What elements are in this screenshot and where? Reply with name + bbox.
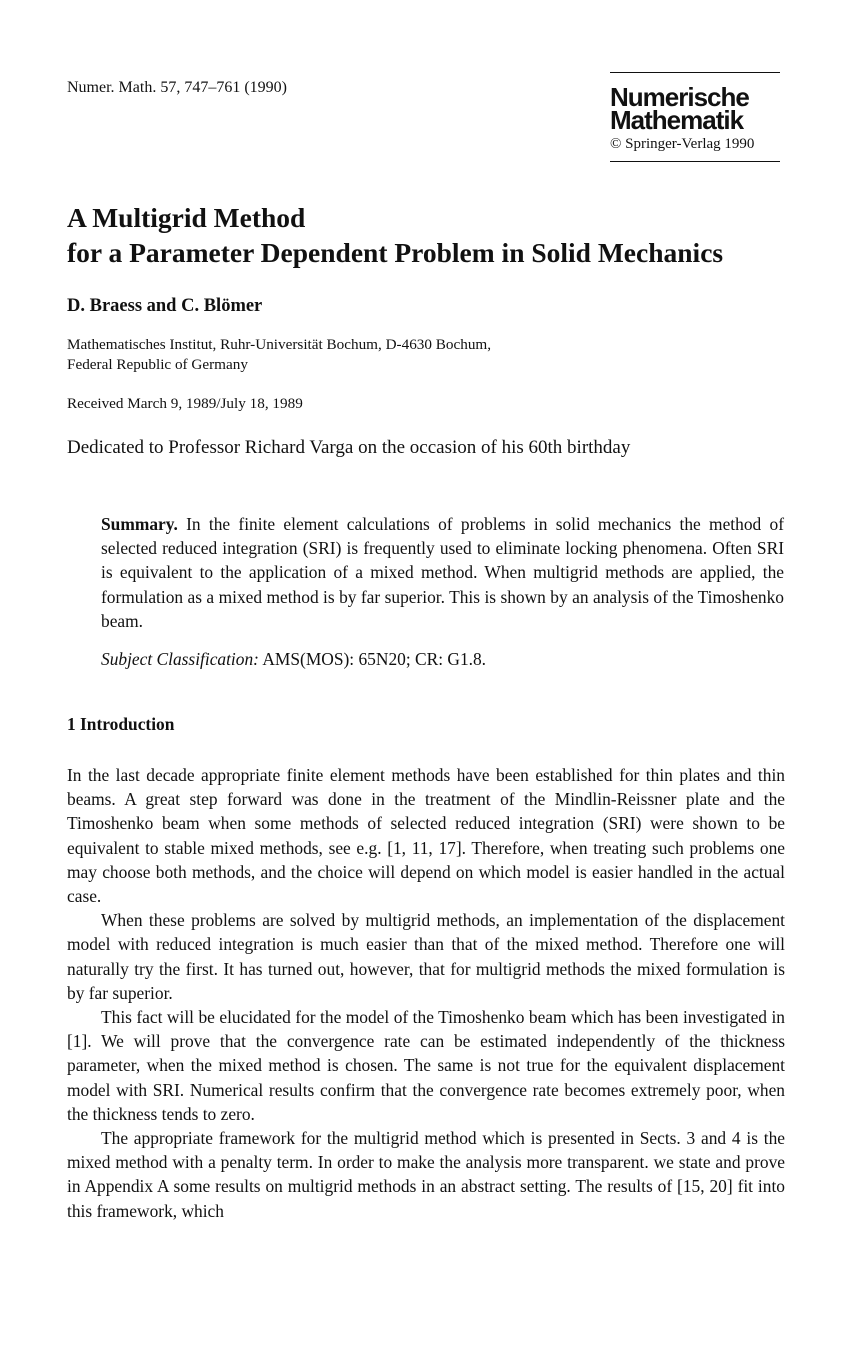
- journal-citation: Numer. Math. 57, 747–761 (1990): [67, 79, 287, 96]
- journal-name-line2: Mathematik: [610, 105, 744, 135]
- journal-name-line1: Numerische: [610, 82, 749, 112]
- authors: D. Braess and C. Blömer: [67, 296, 263, 316]
- title-line-2: for a Parameter Dependent Problem in Solid Mechanics: [67, 237, 724, 268]
- summary-paragraph: [101, 512, 784, 633]
- affiliation: [67, 335, 491, 375]
- received-date: Received March 9, 1989/July 18, 1989: [67, 395, 303, 412]
- affiliation-line-2: Federal Republic of Germany: [67, 356, 248, 373]
- dedication: Dedicated to Professor Richard Varga on the occasion of his 60th birthday: [67, 437, 631, 458]
- paragraph: This fact will be elucidated for the model of the Timoshenko beam which has been investigated in [1]. We will prove that the convergence rate can be estimated independently of the thickness parameter, when the mixed method is chosen. The same is not true for the equivalent displacement model with SRI. Numerical results confirm that the convergence rate becomes extremely poor, when the thickness tends to zero.: [67, 1007, 785, 1124]
- title-line-1: A Multigrid Method: [67, 202, 306, 233]
- summary-label: Summary.: [101, 514, 178, 534]
- top-rule: [610, 72, 780, 73]
- paragraph: In the last decade appropriate finite element methods have been established for thin plates and thin beams. A great step forward was done in the treatment of the Mindlin-Reissner plate and the Timoshenko beam when some methods of selected reduced integration (SRI) were shown to be equivalent to stable mixed methods, see e.g. [1, 11, 17]. Therefore, when treating such problems one may choose both methods, and the choice will depend on which model is easier handled in the actual case.: [67, 765, 785, 907]
- subject-label: Subject Classification:: [101, 649, 259, 669]
- paragraph: The appropriate framework for the multigrid method which is presented in Sects. 3 and 4 is the mixed method with a penalty term. In order to make the analysis more transparent. we state and prove in Appendix A some results on multigrid methods in an abstract setting. The results of [15, 20] fit into this framework, which: [67, 1128, 785, 1221]
- article-title: [67, 200, 723, 270]
- section-heading: 1 Introduction: [67, 714, 175, 734]
- subject-classification: [101, 649, 486, 670]
- affiliation-line-1: Mathematisches Institut, Ruhr-Universität Bochum, D-4630 Bochum,: [67, 336, 492, 353]
- introduction-body: [67, 763, 785, 1223]
- summary-text: In the finite element calculations of problems in solid mechanics the method of selected reduced integration (SRI) is frequently used to eliminate locking phenomena. Often SRI is equivalent to the application of a mixed method. When multigrid methods are applied, the formulation as a mixed method is by far superior. This is shown by an analysis of the Timoshenko beam.: [101, 514, 784, 631]
- subject-text: AMS(MOS): 65N20; CR: G1.8.: [258, 649, 487, 669]
- copyright: © Springer-Verlag 1990: [610, 136, 755, 152]
- journal-logo-box: [610, 72, 780, 162]
- paragraph: When these problems are solved by multigrid methods, an implementation of the displacement model with reduced integration is much easier than that of the mixed method. Therefore one will naturally try the first. It has turned out, however, that for multigrid methods the mixed formulation is by far superior.: [67, 910, 785, 1003]
- bottom-rule: [610, 161, 780, 162]
